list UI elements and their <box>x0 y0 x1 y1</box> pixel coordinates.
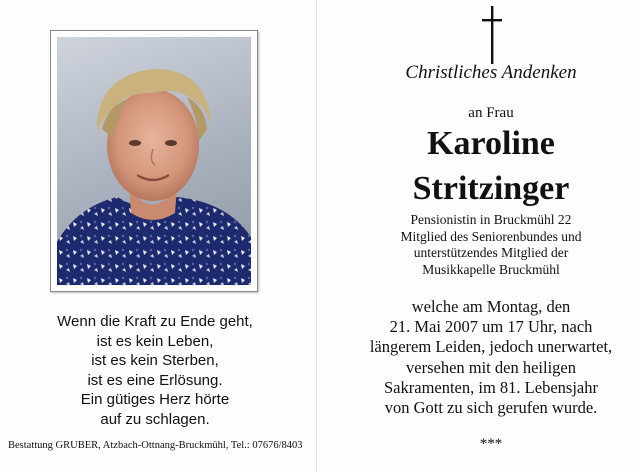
memorial-heading: Christliches Andenken <box>405 62 577 83</box>
portrait-photo <box>57 37 251 285</box>
poem-line: Ein gütiges Herz hörte <box>80 391 230 409</box>
detail-line: Pensionistin in Bruckmühl 22 <box>410 212 572 227</box>
poem-line: Wenn die Kraft zu Ende geht, <box>57 313 253 330</box>
deceased-details <box>330 212 640 278</box>
ornament-stars: *** <box>479 436 503 452</box>
detail-line: Mitglied des Seniorenbundes und <box>400 228 582 244</box>
cross-icon <box>479 6 505 64</box>
memorial-poem <box>20 312 290 430</box>
text-line: welche am Montag, den <box>411 297 571 316</box>
deceased-last-name: Stritzinger <box>412 170 570 207</box>
funeral-home-footer: Bestattung GRUBER, Atzbach-Ottnang-Bruckmühl, Tel.: 07676/8403 <box>8 440 303 451</box>
card-fold-line <box>316 0 317 472</box>
text-line: 21. Mai 2007 um 17 Uhr, nach <box>389 317 593 337</box>
detail-line: unterstützendes Mitglied der <box>413 245 569 260</box>
portrait-illustration <box>57 37 251 285</box>
deceased-first-name: Karoline <box>427 125 555 162</box>
text-line: Sakramenten, im 81. Lebensjahr <box>384 377 598 397</box>
salutation: an Frau <box>468 105 514 121</box>
text-line: versehen mit den heiligen <box>406 357 576 377</box>
memorial-text <box>326 297 640 418</box>
poem-line: ist es eine Erlösung. <box>87 371 223 389</box>
poem-line: ist es kein Leben, <box>96 332 214 350</box>
text-line: längerem Leiden, jedoch unerwartet, <box>369 337 613 357</box>
poem-line: ist es kein Sterben, <box>91 352 219 370</box>
poem-line: auf zu schlagen. <box>100 410 210 428</box>
portrait-frame <box>50 30 258 292</box>
text-line: von Gott zu sich gerufen wurde. <box>384 398 598 418</box>
detail-line: Musikkapelle Bruckmühl <box>422 261 560 277</box>
